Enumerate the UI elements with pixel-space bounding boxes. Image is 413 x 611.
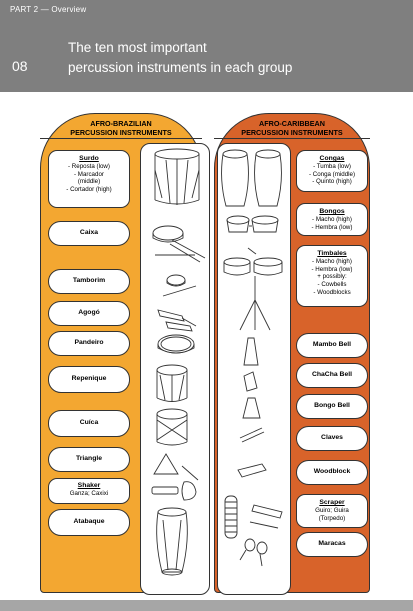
scraper-line: Guiro; Guira [315, 506, 349, 514]
repenique-label: Repenique [48, 366, 130, 393]
bongos-line: - Macho (high) [312, 215, 352, 223]
mambo-bell-label: Mambo Bell [296, 333, 368, 358]
pandeiro-label: Pandeiro [48, 331, 130, 356]
bongos-line: - Hembra (low) [311, 223, 353, 231]
scraper-name: Scraper [319, 499, 345, 506]
surdo-drawing [155, 149, 199, 205]
tamborim-label: Tamborim [48, 269, 130, 294]
afro-brazilian-title-line-2: PERCUSSION INSTRUMENTS [70, 128, 172, 137]
page-number: 08 [12, 58, 28, 74]
pandeiro-drawing [158, 335, 194, 353]
surdo-line: (middle) [77, 178, 101, 186]
congas-drawing [222, 150, 282, 206]
shaker-line: Ganza; Caxixi [69, 489, 109, 497]
caixa-label: Caixa [48, 221, 130, 246]
chacha-bell-drawing [244, 372, 257, 391]
timbales-drawing [224, 248, 282, 330]
woodblock-label: Woodblock [296, 460, 368, 485]
atabaque-drawing [157, 508, 188, 575]
cuica-drawing [157, 409, 187, 445]
claves-label: Claves [296, 426, 368, 451]
timbales-line: - Cowbells [317, 281, 347, 289]
surdo-line: - Cortador (high) [66, 186, 112, 194]
cuica-label: Cuíca [48, 410, 130, 437]
triangle-drawing [154, 454, 198, 480]
title-line-2: percussion instruments in each group [68, 60, 293, 75]
triangle-label: Triangle [48, 447, 130, 472]
bongos-drawing [227, 216, 278, 232]
timbales-line: - Woodblocks [313, 288, 351, 296]
congas-line: - Conga (middle) [308, 170, 356, 178]
claves-drawing [240, 428, 264, 442]
bongo-bell-label: Bongo Bell [296, 394, 368, 419]
scraper-drawing [225, 496, 282, 538]
shaker-name: Shaker [77, 482, 101, 489]
woodblock-drawing [238, 464, 266, 477]
maracas-label: Maracas [296, 532, 368, 557]
timbales-line: - Hembra (low) [311, 265, 353, 273]
tamborim-drawing [163, 275, 196, 296]
timbales-name: Timbales [317, 250, 347, 257]
congas-line: - Quinto (high) [312, 178, 352, 186]
title-line-1: The ten most important [68, 40, 207, 55]
afro-brazilian-title-line-1: AFRO-BRAZILIAN [90, 119, 152, 128]
surdo-line: - Reposta (low) [68, 162, 110, 170]
scraper-line: (Torpedo) [318, 514, 346, 522]
atabaque-label: Atabaque [48, 509, 130, 536]
chacha-bell-label: ChaCha Bell [296, 363, 368, 388]
surdo-line: - Marcador [74, 170, 104, 178]
afro-caribbean-title-line-1: AFRO-CARIBBEAN [259, 119, 325, 128]
maracas-drawing [240, 539, 267, 566]
surdo-name: Surdo [79, 155, 99, 162]
agogo-drawing [158, 310, 196, 331]
repenique-drawing [157, 365, 187, 402]
caixa-drawing [153, 226, 205, 262]
bongos-name: Bongos [319, 208, 345, 215]
timbales-line: - Macho (high) [312, 257, 352, 265]
part-label: PART 2 — Overview [10, 5, 87, 14]
congas-name: Congas [319, 155, 345, 162]
shaker-drawing [152, 482, 196, 500]
afro-caribbean-title-line-2: PERCUSSION INSTRUMENTS [241, 128, 343, 137]
timbales-line: + possibly: [317, 273, 347, 281]
page-footer-bar [0, 600, 413, 611]
congas-line: - Tumba (low) [313, 162, 351, 170]
mambo-bell-drawing [244, 338, 258, 365]
agogo-label: Agogó [48, 301, 130, 326]
bongo-bell-drawing [243, 398, 260, 418]
